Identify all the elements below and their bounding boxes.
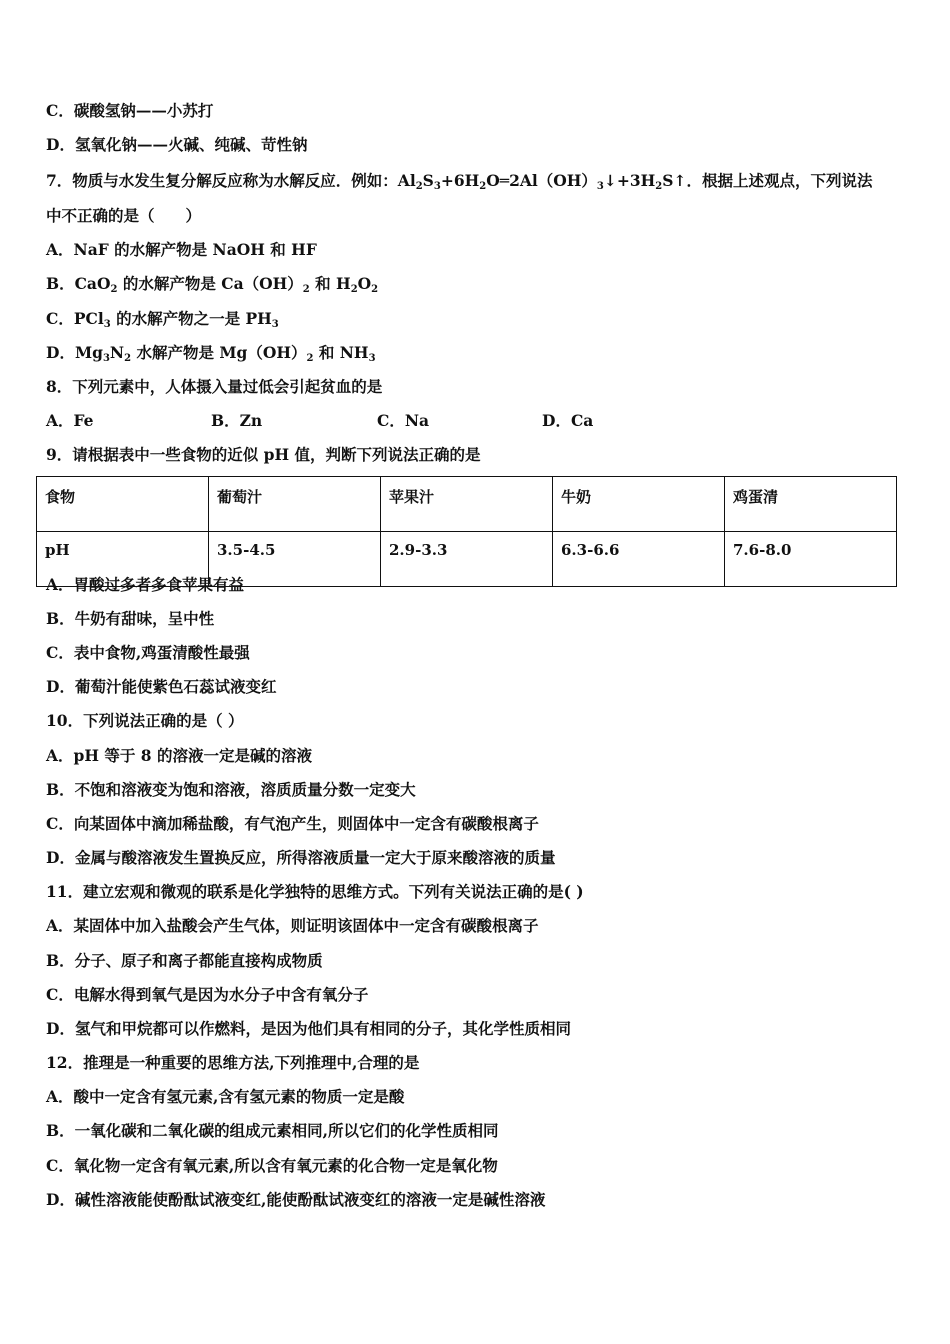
- table-cell: pH: [37, 532, 209, 587]
- q7-option-c: C．PCl$_3$ 的水解产物之一是 $PH_3$: [46, 309, 279, 330]
- q10-option-c: C．向某固体中滴加稀盐酸，有气泡产生，则固体中一定含有碳酸根离子: [46, 814, 539, 833]
- q9-option-d: D．葡萄汁能使紫色石蕊试液变红: [46, 677, 277, 696]
- q9-option-a: A．胃酸过多者多食苹果有益: [46, 575, 245, 594]
- q11-option-c: C．电解水得到氧气是因为水分子中含有氧分子: [46, 985, 369, 1004]
- q7-stem: 7．物质与水发生复分解反应称为水解反应．例如：$Al_2S_3+6H_2O═2Al(OH)_3↓+3H_2S↑$．根据上述观点，下列说法: [46, 171, 873, 192]
- q7-stem-continued: 中不正确的是（ ）: [46, 206, 202, 225]
- q8-option-b: B．Zn: [211, 411, 263, 430]
- q8-option-d: D．Ca: [542, 411, 594, 430]
- q12-option-d: D．碱性溶液能使酚酞试液变红,能使酚酞试液变红的溶液一定是碱性溶液: [46, 1190, 546, 1209]
- q12-option-c: C．氧化物一定含有氧元素,所以含有氧元素的化合物一定是氧化物: [46, 1156, 498, 1175]
- table-cell: 食物: [37, 477, 209, 532]
- ph-table: [36, 476, 897, 587]
- q9-stem: 9．请根据表中一些食物的近似 pH 值，判断下列说法正确的是: [46, 445, 481, 464]
- q10-option-d: D．金属与酸溶液发生置换反应，所得溶液质量一定大于原来酸溶液的质量: [46, 848, 556, 867]
- q11-option-a: A．某固体中加入盐酸会产生气体，则证明该固体中一定含有碳酸根离子: [46, 916, 539, 935]
- table-cell: 7.6-8.0: [725, 532, 897, 587]
- q7-option-b: B．CaO$_2$ 的水解产物是 $Ca(OH)_2$ 和 $H_2O_2$: [46, 274, 379, 295]
- q10-stem: 10．下列说法正确的是（ ）: [46, 711, 244, 730]
- table-cell: 6.3-6.6: [553, 532, 725, 587]
- table-cell: 牛奶: [553, 477, 725, 532]
- table-cell: 3.5-4.5: [209, 532, 381, 587]
- q10-option-b: B．不饱和溶液变为饱和溶液，溶质质量分数一定变大: [46, 780, 416, 799]
- q8-option-c: C．Na: [377, 411, 430, 430]
- table-cell: 葡萄汁: [209, 477, 381, 532]
- table-cell: 2.9-3.3: [381, 532, 553, 587]
- q8-option-a: A．Fe: [46, 411, 94, 430]
- q11-option-b: B．分子、原子和离子都能直接构成物质: [46, 951, 323, 970]
- q6-option-c: C．碳酸氢钠——小苏打: [46, 101, 214, 120]
- q11-stem: 11．建立宏观和微观的联系是化学独特的思维方式。下列有关说法正确的是( ): [46, 882, 584, 901]
- q12-option-b: B．一氧化碳和二氧化碳的组成元素相同,所以它们的化学性质相同: [46, 1121, 499, 1140]
- q10-option-a: A．pH 等于 8 的溶液一定是碱的溶液: [46, 746, 312, 765]
- q9-option-c: C．表中食物,鸡蛋清酸性最强: [46, 643, 250, 662]
- table-header-row: [37, 477, 897, 532]
- q8-stem: 8．下列元素中，人体摄入量过低会引起贫血的是: [46, 377, 383, 396]
- q11-option-d: D．氢气和甲烷都可以作燃料，是因为他们具有相同的分子，其化学性质相同: [46, 1019, 571, 1038]
- q12-option-a: A．酸中一定含有氢元素,含有氢元素的物质一定是酸: [46, 1087, 405, 1106]
- table-cell: 鸡蛋清: [725, 477, 897, 532]
- table-cell: 苹果汁: [381, 477, 553, 532]
- q7-option-a: A．NaF 的水解产物是 NaOH 和 HF: [46, 240, 317, 259]
- q9-option-b: B．牛奶有甜味，呈中性: [46, 609, 215, 628]
- q12-stem: 12．推理是一种重要的思维方法,下列推理中,合理的是: [46, 1053, 420, 1072]
- q6-option-d: D．氢氧化钠——火碱、纯碱、苛性钠: [46, 135, 308, 154]
- q7-option-d: D．$Mg_3N_2$ 水解产物是 $Mg(OH)_2$ 和 $NH_3$: [46, 343, 376, 364]
